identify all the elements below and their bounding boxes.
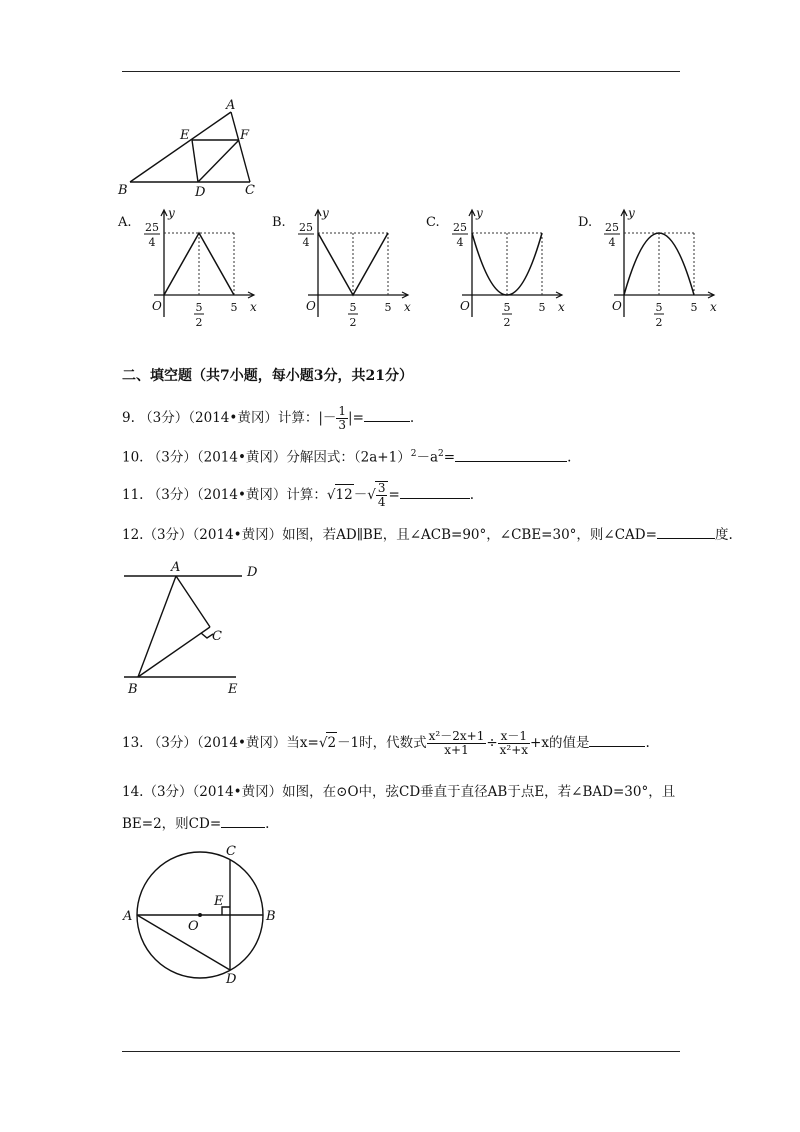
ytick-denominator: 4 [456, 236, 464, 249]
ytick-denominator: 4 [302, 236, 310, 249]
figure-triangle-abc [110, 98, 280, 198]
option-label: C. [426, 215, 440, 230]
answer-blank-10[interactable] [455, 448, 567, 462]
ytick-denominator: 4 [148, 236, 156, 249]
radical-2: 2 [326, 732, 337, 753]
question-14-line-2: BE=2，则CD= . [122, 816, 270, 832]
origin-label: O [460, 299, 470, 313]
point-d-label: D [195, 185, 206, 198]
ytick-denominator: 4 [608, 236, 616, 249]
radical-12: 12 [335, 484, 354, 505]
point-f-label: F [240, 128, 250, 143]
question-14-line-1: 14.（3分）（2014•黄冈）如图，在⊙O中，弦CD垂直于直径AB于点E，若∠BAD=30°，且 [122, 784, 676, 800]
point-b-label: B [128, 682, 138, 697]
xtick-denominator: 2 [349, 316, 357, 329]
point-a-label: A [171, 560, 181, 575]
point-b-label: B [266, 909, 276, 924]
xtick-5: 5 [538, 301, 546, 314]
xtick-numerator: 5 [349, 301, 357, 314]
answer-blank-9[interactable] [364, 408, 410, 422]
radical-three-quarters: $\frac{3}{4}$ [375, 481, 389, 509]
figure-q14-circle [118, 838, 288, 988]
point-o-label: O [188, 919, 199, 934]
figure-q12 [118, 560, 268, 700]
answer-blank-12[interactable] [657, 525, 715, 539]
footer-rule [122, 1051, 680, 1052]
ytick-numerator: 25 [453, 221, 467, 234]
point-b-label: B [118, 183, 128, 198]
question-12: 12.（3分）（2014•黄冈）如图，若AD∥BE，且∠ACB=90°，∠CBE=30°，则∠CAD= 度. [122, 527, 733, 543]
fraction-expression-1: $\frac{\text{x²－2x+1}}{x+1}$ [428, 729, 485, 757]
question-10: 10. （3分）（2014•黄冈）分解因式：$(2a+1)^2-a^2=$ . [122, 449, 572, 466]
point-e-label: E [214, 894, 224, 909]
answer-blank-13[interactable] [589, 733, 645, 747]
answer-blank-11[interactable] [400, 485, 470, 499]
origin-label: O [612, 299, 622, 313]
point-e-label: E [180, 128, 190, 143]
fraction-one-third: $\frac{1}{3}$ [338, 404, 347, 432]
x-axis-label: x [558, 300, 565, 314]
question-9: 9. （3分）（2014•黄冈）计算：|－ $\frac{1}{3}$ |= . [122, 404, 415, 432]
x-axis-label: x [710, 300, 717, 314]
point-a-label: A [123, 909, 133, 924]
xtick-denominator: 2 [503, 316, 511, 329]
y-axis-label: y [476, 206, 483, 220]
option-graph [434, 205, 574, 330]
x-axis-label: x [250, 300, 257, 314]
y-axis-label: y [168, 206, 175, 220]
xtick-numerator: 5 [503, 301, 511, 314]
question-13: 13. （3分）（2014•黄冈）当x=√2－1时，代数式 $\frac{\text{x²－2x+1}}{x+1}$ ÷ $\frac{x-1}{\text{x²+x}}$ +x的值是 . [122, 729, 650, 757]
point-a-label: A [226, 98, 236, 113]
origin-label: O [306, 299, 316, 313]
xtick-5: 5 [690, 301, 698, 314]
point-c-label: C [212, 629, 222, 644]
question-11: 11. （3分）（2014•黄冈）计算：√12－√ $\frac{3}{4}$ = . [122, 481, 475, 509]
xtick-denominator: 2 [195, 316, 203, 329]
section-title: 二、填空题（共7小题，每小题3分，共21分） [122, 368, 413, 384]
xtick-numerator: 5 [195, 301, 203, 314]
point-c-label: C [226, 844, 236, 859]
point-c-label: C [245, 183, 255, 198]
ytick-numerator: 25 [605, 221, 619, 234]
xtick-5: 5 [384, 301, 392, 314]
option-graph [586, 205, 726, 330]
option-label: A. [118, 215, 132, 230]
option-graph [126, 205, 266, 330]
point-e-label: E [228, 682, 238, 697]
y-axis-label: y [628, 206, 635, 220]
answer-blank-14[interactable] [221, 814, 265, 828]
y-axis-label: y [322, 206, 329, 220]
x-axis-label: x [404, 300, 411, 314]
option-label: B. [272, 215, 286, 230]
option-graph [280, 205, 420, 330]
origin-label: O [152, 299, 162, 313]
ytick-numerator: 25 [145, 221, 159, 234]
point-d-label: D [247, 565, 258, 580]
fraction-expression-2: $\frac{x-1}{\text{x²+x}}$ [499, 729, 529, 757]
point-d-label: D [226, 972, 237, 987]
xtick-5: 5 [230, 301, 238, 314]
xtick-numerator: 5 [655, 301, 663, 314]
header-rule [122, 71, 680, 72]
xtick-denominator: 2 [655, 316, 663, 329]
option-label: D. [578, 215, 593, 230]
ytick-numerator: 25 [299, 221, 313, 234]
